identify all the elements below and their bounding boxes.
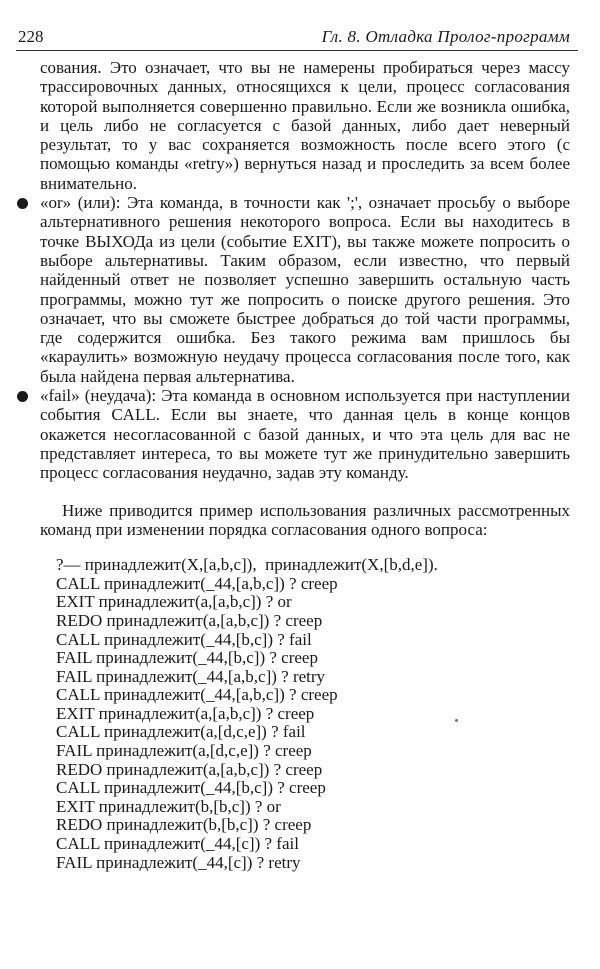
example-intro: Ниже приводится пример использования различных рассмотренных команд при изменении порядка согласования одного вопроса: xyxy=(40,500,570,539)
trace-line: CALL принадлежит(a,[d,c,e]) ? fail xyxy=(56,722,306,742)
trace-line: CALL принадлежит(_44,[b,c]) ? creep xyxy=(56,778,326,798)
trace-line: FAIL принадлежит(_44,[a,b,c]) ? retry xyxy=(56,666,326,686)
trace-line: CALL принадлежит(_44,[a,b,c]) ? creep xyxy=(56,685,338,705)
running-head: Гл. 8. Отладка Пролог-программ xyxy=(321,27,570,46)
bullet-icon xyxy=(17,198,28,209)
trace-line: CALL принадлежит(_44,[b,c]) ? fail xyxy=(56,629,312,649)
page-body xyxy=(40,58,570,872)
or-command-item xyxy=(40,193,570,386)
trace-listing xyxy=(56,556,570,872)
trace-line: CALL принадлежит(_44,[c]) ? fail xyxy=(56,834,299,854)
trace-line: REDO принадлежит(a,[a,b,c]) ? creep xyxy=(56,610,323,630)
trace-line: ?— принадлежит(X,[a,b,c]), принадлежит(X,[b,d,e]). xyxy=(56,555,438,575)
page-header xyxy=(16,26,578,51)
bullet-icon xyxy=(17,391,28,402)
or-command-text: «or» (или): Эта команда, в точности как ';', означает просьбу о выборе альтернативного решения некоторого вопроса. Если вы находитесь в точке ВЫХОДа из цели (событие EXIT), вы также можете попросить о выборе альтернативы. Таким образом, если известно, что первый найденный ответ не позволяет успешно завершить остальную часть программы, можно тут же попросить о поиске другого решения. Это означает, что вы сможете быстрее добраться до той части программы, где содержится ошибка. Без такого режима вам пришлось бы «караулить» возможную неудачу процесса согласования после того, как была найдена первая альтернатива. xyxy=(40,193,570,386)
trace-line: CALL принадлежит(_44,[a,b,c]) ? creep xyxy=(56,573,338,593)
trace-line: FAIL принадлежит(a,[d,c,e]) ? creep xyxy=(56,741,312,761)
fail-command-text: «fail» (неудача): Эта команда в основном используется при наступлении события CALL. Если вы знаете, что данная цель в конце концов окажется несогласованной с базой данных, и что эта цель для вас не представляет интереса, то вы можете тут же принудительно завершить процесс согласования неудачно, задав эту команду. xyxy=(40,386,570,483)
trace-line: EXIT принадлежит(b,[b,c]) ? or xyxy=(56,796,281,816)
fail-command-item xyxy=(40,386,570,482)
trace-line: FAIL принадлежит(_44,[b,c]) ? creep xyxy=(56,648,318,668)
print-speck xyxy=(455,719,458,722)
trace-line: FAIL принадлежит(_44,[c]) ? retry xyxy=(56,852,301,872)
trace-line: REDO принадлежит(b,[b,c]) ? creep xyxy=(56,815,312,835)
trace-line: REDO принадлежит(a,[a,b,c]) ? creep xyxy=(56,759,323,779)
continuation-paragraph: сования. Это означает, что вы не намерены пробираться через массу трассировочных данных, относящихся к цели, процесс согласования которой выполняется совершенно правильно. Если же возникла ошибка, и цель либо не согласуется с базой данных, либо дает неверный результат, то у вас сохраняется возможность после всего этого (с помощью команды «retry») вернуться назад и проследить за всем более внимательно. xyxy=(40,58,570,193)
trace-line: EXIT принадлежит(a,[a,b,c]) ? creep xyxy=(56,703,315,723)
trace-line: EXIT принадлежит(a,[a,b,c]) ? or xyxy=(56,592,292,612)
page-number: 228 xyxy=(18,27,44,46)
